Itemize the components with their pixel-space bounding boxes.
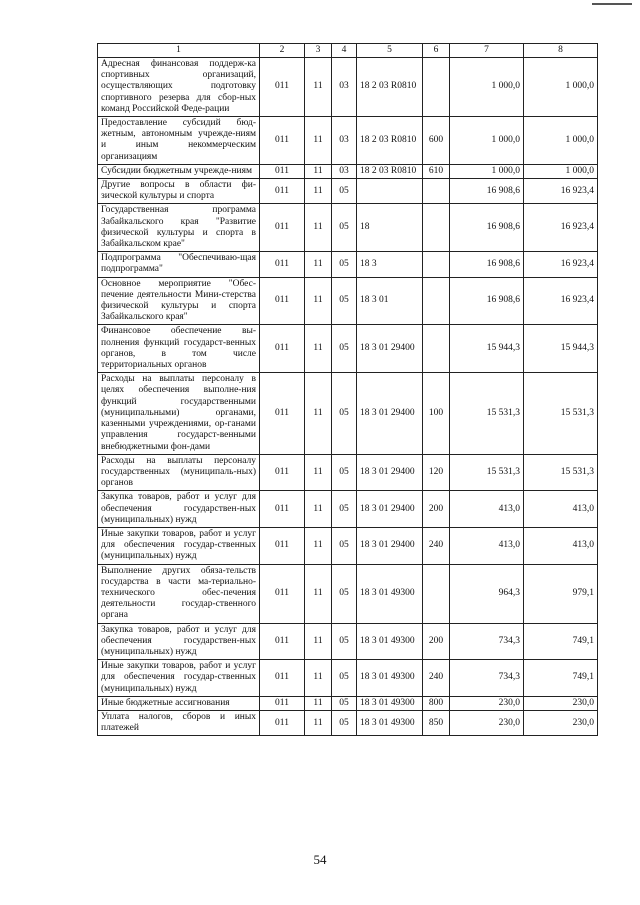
cell-amount-year2: 749,1 <box>524 623 598 660</box>
cell-expense-type <box>423 325 450 373</box>
cell-amount-year1: 230,0 <box>450 696 524 710</box>
table-row <box>98 373 598 454</box>
header-col-2: 2 <box>260 44 305 58</box>
cell-expense-type: 120 <box>423 454 450 491</box>
cell-section: 11 <box>305 179 332 204</box>
header-col-1: 1 <box>98 44 260 58</box>
cell-subsection: 05 <box>332 277 357 325</box>
cell-amount-year1: 413,0 <box>450 491 524 528</box>
cell-section: 11 <box>305 623 332 660</box>
cell-amount-year2: 15 944,3 <box>524 325 598 373</box>
cell-name: Финансовое обеспечение вы-полнения функций государст-венных органов, в том числе территориальных органов <box>98 325 260 373</box>
cell-amount-year2: 1 000,0 <box>524 117 598 165</box>
cell-expense-type <box>423 58 450 117</box>
cell-name: Закупка товаров, работ и услуг для обеспечения государствен-ных (муниципальных) нужд <box>98 623 260 660</box>
cell-expense-type <box>423 179 450 204</box>
cell-expense-type: 240 <box>423 527 450 564</box>
cell-target-article: 18 2 03 R0810 <box>357 164 423 178</box>
cell-amount-year2: 16 923,4 <box>524 252 598 277</box>
cell-amount-year1: 1 000,0 <box>450 164 524 178</box>
cell-target-article: 18 3 01 29400 <box>357 527 423 564</box>
cell-expense-type: 800 <box>423 696 450 710</box>
cell-target-article: 18 3 01 49300 <box>357 660 423 697</box>
page-number: 54 <box>313 852 327 867</box>
cell-ministry-code: 011 <box>260 564 305 623</box>
cell-ministry-code: 011 <box>260 454 305 491</box>
cell-section: 11 <box>305 527 332 564</box>
cell-target-article <box>357 179 423 204</box>
cell-amount-year2: 15 531,3 <box>524 373 598 454</box>
cell-ministry-code: 011 <box>260 373 305 454</box>
cell-ministry-code: 011 <box>260 179 305 204</box>
header-col-6: 6 <box>423 44 450 58</box>
cell-target-article: 18 2 03 R0810 <box>357 117 423 165</box>
cell-ministry-code: 011 <box>260 277 305 325</box>
cell-amount-year2: 16 923,4 <box>524 204 598 252</box>
cell-expense-type: 200 <box>423 623 450 660</box>
cell-amount-year2: 1 000,0 <box>524 164 598 178</box>
cell-subsection: 05 <box>332 696 357 710</box>
cell-amount-year2: 979,1 <box>524 564 598 623</box>
cell-expense-type: 240 <box>423 660 450 697</box>
cell-expense-type <box>423 252 450 277</box>
cell-subsection: 05 <box>332 710 357 735</box>
cell-amount-year1: 734,3 <box>450 660 524 697</box>
cell-name: Выполнение других обяза-тельств государства в части ма-териально-технического обес-печения деятельности государ-ственного органа <box>98 564 260 623</box>
table-header-row <box>98 44 598 58</box>
cell-section: 11 <box>305 491 332 528</box>
cell-section: 11 <box>305 277 332 325</box>
cell-amount-year2: 749,1 <box>524 660 598 697</box>
cell-subsection: 05 <box>332 252 357 277</box>
cell-amount-year1: 16 908,6 <box>450 277 524 325</box>
table-row <box>98 454 598 491</box>
header-col-7: 7 <box>450 44 524 58</box>
cell-subsection: 05 <box>332 564 357 623</box>
cell-name: Расходы на выплаты персоналу государственных (муниципаль-ных) органов <box>98 454 260 491</box>
cell-target-article: 18 3 01 49300 <box>357 623 423 660</box>
cell-target-article: 18 3 01 49300 <box>357 696 423 710</box>
table-row <box>98 58 598 117</box>
cell-ministry-code: 011 <box>260 204 305 252</box>
cell-amount-year2: 413,0 <box>524 527 598 564</box>
table-row <box>98 252 598 277</box>
table-row <box>98 623 598 660</box>
budget-table <box>97 43 598 736</box>
cell-expense-type <box>423 564 450 623</box>
cell-expense-type: 600 <box>423 117 450 165</box>
cell-subsection: 05 <box>332 204 357 252</box>
table-row <box>98 117 598 165</box>
cell-name: Иные закупки товаров, работ и услуг для обеспечения государ-ственных (муниципальных) нужд <box>98 660 260 697</box>
cell-ministry-code: 011 <box>260 527 305 564</box>
cell-amount-year2: 230,0 <box>524 696 598 710</box>
cell-target-article: 18 3 01 <box>357 277 423 325</box>
cell-ministry-code: 011 <box>260 164 305 178</box>
cell-ministry-code: 011 <box>260 660 305 697</box>
cell-section: 11 <box>305 325 332 373</box>
cell-name: Адресная финансовая поддерж-ка спортивных организаций, осуществляющих подготовку спортивного резерва для сбор-ных команд Российской Феде-рации <box>98 58 260 117</box>
cell-target-article: 18 2 03 R0810 <box>357 58 423 117</box>
table-body <box>98 58 598 736</box>
cell-subsection: 05 <box>332 527 357 564</box>
cell-name: Предоставление субсидий бюд-жетным, автономным учрежде-ниям и иным некоммерческим организациям <box>98 117 260 165</box>
cell-target-article: 18 <box>357 204 423 252</box>
cell-amount-year1: 1 000,0 <box>450 58 524 117</box>
header-col-3: 3 <box>305 44 332 58</box>
corner-mark <box>592 3 632 5</box>
cell-section: 11 <box>305 58 332 117</box>
cell-section: 11 <box>305 660 332 697</box>
cell-section: 11 <box>305 564 332 623</box>
cell-ministry-code: 011 <box>260 117 305 165</box>
table-row <box>98 527 598 564</box>
cell-amount-year1: 15 944,3 <box>450 325 524 373</box>
table-row <box>98 564 598 623</box>
cell-subsection: 03 <box>332 164 357 178</box>
cell-subsection: 05 <box>332 373 357 454</box>
cell-name: Иные бюджетные ассигнования <box>98 696 260 710</box>
cell-target-article: 18 3 01 29400 <box>357 325 423 373</box>
cell-section: 11 <box>305 454 332 491</box>
header-col-8: 8 <box>524 44 598 58</box>
cell-ministry-code: 011 <box>260 491 305 528</box>
cell-subsection: 05 <box>332 179 357 204</box>
cell-ministry-code: 011 <box>260 710 305 735</box>
table-row <box>98 204 598 252</box>
cell-section: 11 <box>305 373 332 454</box>
cell-amount-year2: 1 000,0 <box>524 58 598 117</box>
cell-section: 11 <box>305 204 332 252</box>
cell-amount-year1: 16 908,6 <box>450 204 524 252</box>
cell-target-article: 18 3 01 49300 <box>357 710 423 735</box>
cell-subsection: 05 <box>332 660 357 697</box>
cell-target-article: 18 3 01 49300 <box>357 564 423 623</box>
cell-section: 11 <box>305 252 332 277</box>
cell-expense-type: 100 <box>423 373 450 454</box>
cell-amount-year1: 16 908,6 <box>450 252 524 277</box>
cell-ministry-code: 011 <box>260 623 305 660</box>
cell-target-article: 18 3 01 29400 <box>357 454 423 491</box>
cell-expense-type: 200 <box>423 491 450 528</box>
cell-target-article: 18 3 01 29400 <box>357 373 423 454</box>
table-row <box>98 660 598 697</box>
cell-name: Подпрограмма "Обеспечиваю-щая подпрограмма" <box>98 252 260 277</box>
table-row <box>98 696 598 710</box>
cell-ministry-code: 011 <box>260 325 305 373</box>
cell-section: 11 <box>305 164 332 178</box>
cell-expense-type: 610 <box>423 164 450 178</box>
cell-target-article: 18 3 01 29400 <box>357 491 423 528</box>
cell-amount-year2: 230,0 <box>524 710 598 735</box>
cell-amount-year1: 230,0 <box>450 710 524 735</box>
cell-subsection: 05 <box>332 454 357 491</box>
cell-subsection: 03 <box>332 58 357 117</box>
cell-name: Уплата налогов, сборов и иных платежей <box>98 710 260 735</box>
cell-expense-type <box>423 277 450 325</box>
cell-name: Другие вопросы в области фи-зической культуры и спорта <box>98 179 260 204</box>
cell-amount-year2: 16 923,4 <box>524 277 598 325</box>
cell-expense-type <box>423 204 450 252</box>
table-row <box>98 179 598 204</box>
cell-section: 11 <box>305 696 332 710</box>
header-col-5: 5 <box>357 44 423 58</box>
cell-amount-year1: 16 908,6 <box>450 179 524 204</box>
cell-name: Закупка товаров, работ и услуг для обеспечения государствен-ных (муниципальных) нужд <box>98 491 260 528</box>
cell-name: Субсидии бюджетным учрежде-ниям <box>98 164 260 178</box>
cell-name: Основное мероприятие "Обес-печение деятельности Мини-стерства физической культуры и спорта Забайкальского края" <box>98 277 260 325</box>
cell-section: 11 <box>305 710 332 735</box>
cell-amount-year2: 15 531,3 <box>524 454 598 491</box>
cell-ministry-code: 011 <box>260 696 305 710</box>
cell-amount-year2: 16 923,4 <box>524 179 598 204</box>
cell-amount-year1: 1 000,0 <box>450 117 524 165</box>
cell-amount-year1: 964,3 <box>450 564 524 623</box>
cell-amount-year2: 413,0 <box>524 491 598 528</box>
cell-amount-year1: 15 531,3 <box>450 373 524 454</box>
cell-subsection: 05 <box>332 491 357 528</box>
table-row <box>98 277 598 325</box>
table-row <box>98 491 598 528</box>
table-row <box>98 710 598 735</box>
cell-target-article: 18 3 <box>357 252 423 277</box>
cell-name: Расходы на выплаты персоналу в целях обеспечения выполне-ния функций государственными (муниципальными) органами, казенными учреждениями, ор-ганами управления государст-венными внебюджетными фон-дами <box>98 373 260 454</box>
cell-ministry-code: 011 <box>260 252 305 277</box>
cell-subsection: 03 <box>332 117 357 165</box>
cell-name: Государственная программа Забайкальского края "Развитие физической культуры и спорта в Забайкальском крае" <box>98 204 260 252</box>
cell-subsection: 05 <box>332 623 357 660</box>
cell-section: 11 <box>305 117 332 165</box>
cell-amount-year1: 413,0 <box>450 527 524 564</box>
cell-subsection: 05 <box>332 325 357 373</box>
cell-name: Иные закупки товаров, работ и услуг для обеспечения государ-ственных (муниципальных) нужд <box>98 527 260 564</box>
table-row <box>98 325 598 373</box>
table-row <box>98 164 598 178</box>
header-col-4: 4 <box>332 44 357 58</box>
cell-ministry-code: 011 <box>260 58 305 117</box>
cell-amount-year1: 15 531,3 <box>450 454 524 491</box>
cell-expense-type: 850 <box>423 710 450 735</box>
cell-amount-year1: 734,3 <box>450 623 524 660</box>
